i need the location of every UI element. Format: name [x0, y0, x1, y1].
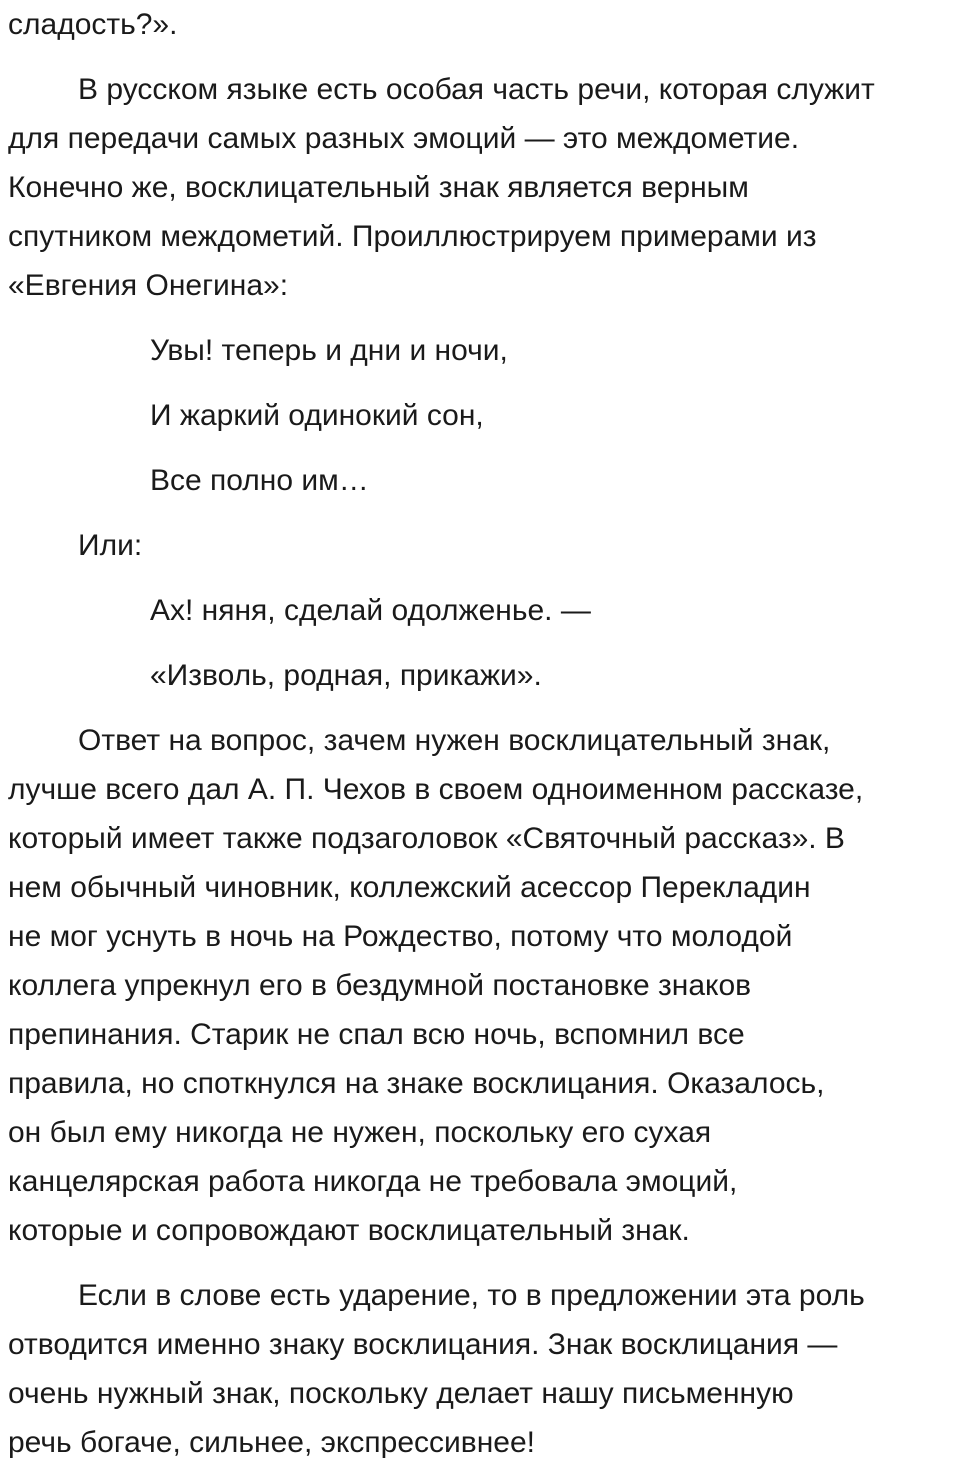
text-line: коллега упрекнул его в бездумной постановке знаков — [8, 969, 752, 1002]
text-line: не мог уснуть в ночь на Рождество, потому что молодой — [8, 920, 793, 953]
ili-label — [8, 521, 958, 570]
text-line: лучше всего дал А. П. Чехов в своем одноименном рассказе, — [8, 773, 864, 806]
text-line: Или: — [78, 529, 143, 562]
text-line: отводится именно знаку восклицания. Знак восклицания — — [8, 1328, 838, 1361]
text-line: правила, но споткнулся на знаке восклицания. Оказалось, — [8, 1067, 825, 1100]
verse-quote-2 — [8, 586, 958, 700]
text-line: нем обычный чиновник, коллежский асессор Перекладин — [8, 871, 811, 904]
verse-line: И жаркий одинокий сон, — [150, 399, 484, 432]
text-line: «Евгения Онегина»: — [8, 269, 289, 302]
text-line: который имеет также подзаголовок «Святочный рассказ». В — [8, 822, 845, 855]
text-line: Если в слове есть ударение, то в предложении эта роль — [78, 1279, 865, 1312]
text-line: канцелярская работа никогда не требовала эмоций, — [8, 1165, 738, 1198]
verse-line: Ах! няня, сделай одолженье. — — [150, 594, 591, 627]
text-line: для передачи самых разных эмоций — это междометие. — [8, 122, 800, 155]
text-line: речь богаче, сильнее, экспрессивнее! — [8, 1426, 535, 1459]
text-line: очень нужный знак, поскольку делает нашу письменную — [8, 1377, 794, 1410]
verse-line: Увы! теперь и дни и ночи, — [150, 334, 508, 367]
paragraph-chekhov — [8, 716, 958, 1255]
text-line: которые и сопровождают восклицательный знак. — [8, 1214, 690, 1247]
paragraph-continuation — [8, 0, 958, 49]
document-page — [8, 0, 958, 1467]
text-line: препинания. Старик не спал всю ночь, вспомнил все — [8, 1018, 745, 1051]
text-line: Ответ на вопрос, зачем нужен восклицательный знак, — [78, 724, 831, 757]
text-line: Конечно же, восклицательный знак является верным — [8, 171, 749, 204]
text-line: В русском языке есть особая часть речи, которая служит — [78, 73, 875, 106]
verse-quote-1 — [8, 326, 958, 505]
text-line: он был ему никогда не нужен, поскольку его сухая — [8, 1116, 712, 1149]
text-line: спутником междометий. Проиллюстрируем примерами из — [8, 220, 817, 253]
verse-line: Все полно им… — [150, 464, 369, 497]
text-line: сладость?». — [8, 8, 178, 41]
verse-line: «Изволь, родная, прикажи». — [150, 659, 542, 692]
paragraph-interjection — [8, 65, 958, 310]
paragraph-conclusion — [8, 1271, 958, 1467]
